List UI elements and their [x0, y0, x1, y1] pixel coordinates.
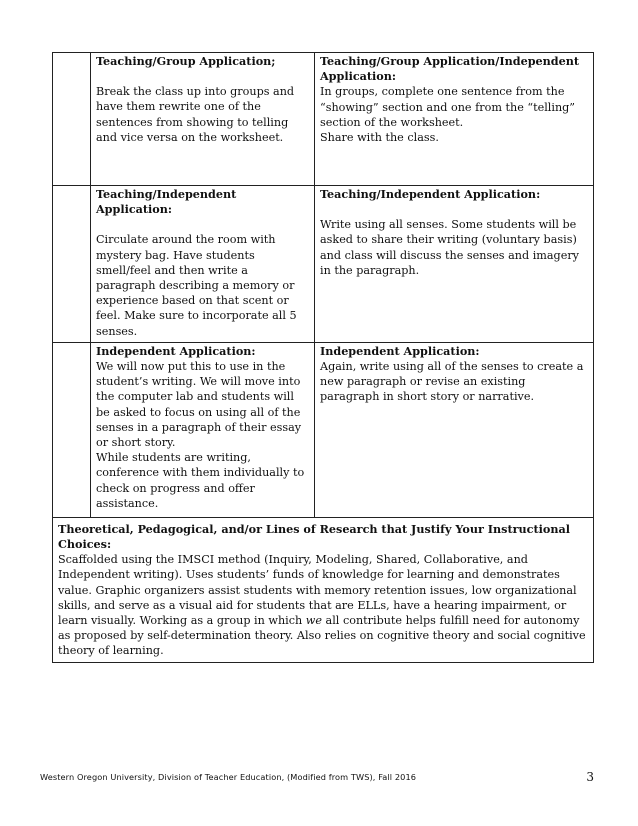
cell-text: We will now put this to use in the student’s writing. We will move into the computer lab and students will be asked to focus on using all of the senses in a paragraph of their essay or short story.: [96, 360, 302, 450]
independent-application-cell-right: [315, 342, 594, 517]
blank-cell: [53, 186, 91, 343]
cell-heading: Teaching/Independent Application:: [320, 187, 541, 201]
cell-text: Write using all senses. Some students will be asked to share their writing (voluntary basis) and class will discuss the senses and imagery in the paragraph.: [320, 218, 580, 277]
teaching-independent-cell-right: [315, 186, 594, 343]
cell-text: While students are writing, conference with them individually to check on progress and offer assistance.: [96, 451, 305, 510]
table-row: [53, 342, 594, 517]
justification-emphasis: we: [305, 614, 322, 628]
table-row: [53, 53, 594, 186]
cell-heading: Teaching/Independent Application:: [96, 187, 237, 217]
blank-cell: [53, 342, 91, 517]
cell-text: Break the class up into groups and have them rewrite one of the sentences from showing to telling and vice versa on the worksheet.: [96, 85, 295, 144]
table-row: [53, 186, 594, 343]
cell-heading: Independent Application:: [320, 343, 480, 358]
cell-text: Share with the class.: [320, 131, 439, 145]
group-independent-application-cell: [315, 53, 594, 186]
independent-application-cell-left: [91, 342, 315, 517]
table-row: [53, 517, 594, 662]
cell-heading: Teaching/Group Application/Independent Application:: [320, 54, 580, 84]
cell-text: In groups, complete one sentence from the “showing” section and one from the “telling” section of the worksheet.: [320, 85, 576, 129]
justification-cell: [53, 517, 594, 662]
justification-text-part: all contribute helps fulfill need for autonomy as proposed by self-determination theory. Also relies on cognitive theory and social cognitive theory of learning.: [58, 614, 586, 658]
blank-cell: [53, 53, 91, 186]
justification-heading: Theoretical, Pedagogical, and/or Lines of Research that Justify Your Instructional Choices:: [58, 521, 570, 552]
justification-text: [58, 552, 588, 658]
cell-heading: Teaching/Group Application;: [96, 54, 276, 68]
cell-heading: Independent Application:: [96, 343, 256, 358]
justification-text-part: Scaffolded using the IMSCI method (Inquiry, Modeling, Shared, Collaborative, and Independent writing). Uses students’ funds of knowledge for learning and demonstrates value. Graphic organizers assist students with memory retention issues, low organizational skills, and serve as a visual aid for students that are ELLs, have a hearing impairment, or learn visually. Working as a group in which: [58, 553, 577, 628]
cell-text: Again, write using all of the senses to create a new paragraph or revise an existing paragraph in short story or narrative.: [320, 360, 584, 404]
page-number: 3: [586, 770, 594, 784]
lesson-plan-table: [52, 52, 594, 663]
cell-text: Circulate around the room with mystery bag. Have students smell/feel and then write a paragraph describing a memory or experience based on that scent or feel. Make sure to incorporate all 5 senses.: [96, 233, 297, 338]
page-footer: Western Oregon University, Division of Teacher Education, (Modified from TWS), Fall 2016: [40, 772, 417, 782]
teaching-independent-cell-left: [91, 186, 315, 343]
group-application-cell: [91, 53, 315, 186]
